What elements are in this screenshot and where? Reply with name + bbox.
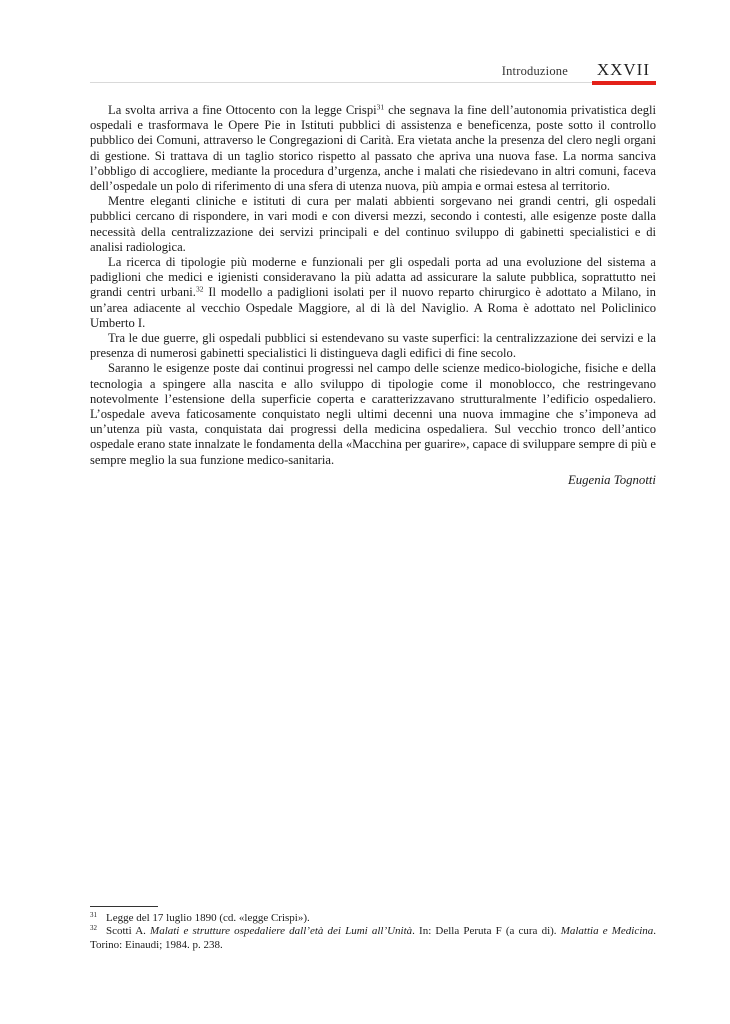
running-header	[90, 60, 656, 88]
author-signature: Eugenia Tognotti	[567, 472, 656, 487]
text-run: La svolta arriva a fine Ottocento con la legge Crispi	[108, 103, 377, 117]
page-number: XXVII	[596, 60, 650, 79]
text-run: Saranno le esigenze poste dai continui progressi nel campo delle scienze medico-biologiche, fisiche e della tecnologia a spingere alla nascita e allo sviluppo di tipologie come il monoblocco, che restringevano notevolmente l’estensione della superficie coperta e caratterizzavano strutturalmente l’edificio ospedaliero. L’ospedale aveva faticosamente conquistato negli ultimi decenni una nuova immagine che s’imponeva ad un’utenza più vasta, conquistata dai progressi della medicina ospedaliera. Sul vecchio tronco dell’antico ospedale erano state innalzate le fondamenta della «Macchina per guarire», capace di sviluppare sempre di più e sempre meglio la sua funzione medico-sanitaria.	[90, 361, 656, 467]
text-run: . In: Della Peruta F (a cura di).	[412, 925, 561, 938]
text-run: Tra le due guerre, gli ospedali pubblici si estendevano su vaste superfici: la centralizzazione dei servizi e la presenza di numerosi gabinetti specialistici li distingueva dagli edifici di fine secolo.	[90, 331, 656, 361]
text-run: Legge del 17 luglio 1890 (cd. «legge Crispi»).	[106, 912, 310, 924]
paragraph	[90, 255, 656, 331]
footnotes	[90, 906, 656, 952]
text-run: Mentre eleganti cliniche e istituti di cura per malati abbienti sorgevano nei grandi centri, gli ospedali pubblici cercano di rispondere, in vari modi e con diversi mezzi, secondo i contesti, alle esigenze poste dalla necessità della centralizzazione dei servizi principali e del continuo sviluppo di gabinetti specialistici e di analisi radiologica.	[90, 194, 656, 254]
text-run: . Torino: Einaudi; 1984. p. 238.	[90, 925, 657, 951]
paragraph	[90, 194, 656, 255]
body-text	[90, 103, 656, 488]
text-run: che segnava la fine dell’autonomia privatistica degli ospedali e trasformava le Opere Pie in Istituti pubblici di assistenza e beneficenza, poste sotto il controllo pubblico dei Comuni, attraverso le Congregazioni di Carità. Era vietata anche la presenza del clero negli organi di gestione. Si trattava di un taglio storico rispetto al passato che apriva una nuova fase. La norma sanciva l’obbligo di accogliere, mediante la procedura d’urgenza, anche i malati che risiedevano in altri comuni, faceva dell’ospedale un polo di riferimento di una sfera di utenza nuova, più ampia e ormai estesa al territorio.	[90, 103, 656, 194]
footnote-rule	[90, 906, 158, 907]
paragraph	[90, 103, 656, 194]
italic-title: Malati e strutture ospedaliere dall’età dei Lumi all’Unità	[150, 925, 413, 938]
text-run: Scotti A.	[106, 925, 151, 938]
footnote-32: $^{32}$ Scotti A. Malati e strutture ospedaliere dall’età dei Lumi all’Unità. In: Della Peruta F (a cura di). Malattia e Medicina. Torino: Einaudi; 1984. p. 238.	[90, 924, 657, 951]
header-accent-bar	[592, 81, 656, 85]
footnote-ref: 32	[195, 284, 204, 294]
footnote-ref: 31	[376, 102, 385, 112]
text-run: Il modello a padiglioni isolati per il nuovo reparto chirurgico è adottato a Milano, in un’area adiacente al vecchio Ospedale Maggiore, al di là del Naviglio. A Roma è adottato nel Policlinico Umberto I.	[90, 285, 656, 330]
italic-title: Malattia e Medicina	[560, 925, 654, 938]
footnote-31: $^{31}$ Legge del 17 luglio 1890 (cd. «legge Crispi»).	[90, 911, 310, 924]
section-label: Introduzione	[501, 64, 568, 78]
footnote-text	[106, 912, 310, 924]
text-run: La ricerca di tipologie più moderne e funzionali per gli ospedali porta ad una evoluzione del sistema a padiglioni che medici e igienisti consideravano la più adatta ad assicurare la salute pubblica, soprattutto nei grandi centri urbani.	[90, 255, 656, 300]
paragraph	[90, 361, 656, 467]
header-rule	[90, 82, 656, 83]
paragraph	[90, 331, 656, 361]
footnote-text	[90, 925, 656, 950]
